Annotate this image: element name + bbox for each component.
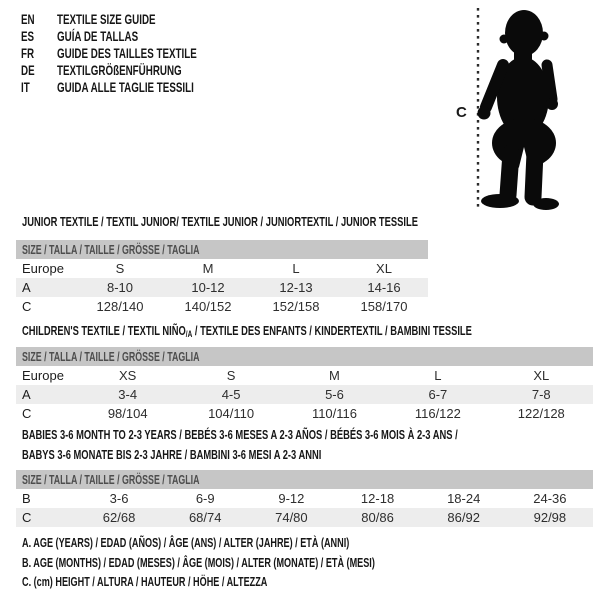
table-cell: 110/116 (311, 406, 357, 421)
table-cell: XS (119, 368, 137, 383)
table-cell: 3-4 (118, 387, 138, 402)
row-label: A (22, 387, 31, 402)
table-cell: S (226, 368, 236, 383)
table-header-bar (16, 240, 428, 259)
language-code: EN (21, 11, 35, 27)
table-cell: 18-24 (447, 491, 481, 506)
size-table (16, 470, 593, 527)
table-cell: 5-6 (325, 387, 344, 402)
language-row (21, 45, 257, 62)
table-header-label: SIZE / TALLA / TAILLE / GRÖSSE / TAGLIA (22, 472, 200, 487)
row-label: Europe (22, 368, 64, 383)
language-row (21, 62, 257, 79)
table-cell: 86/92 (447, 510, 480, 525)
table-cell: 80/86 (361, 510, 394, 525)
section-title-line: JUNIOR TEXTILE / TEXTIL JUNIOR/ TEXTILE JUNIOR / JUNIORTEXTIL / JUNIOR TESSILE (22, 214, 418, 229)
table-cell: L (434, 368, 442, 383)
table-cell: 7-8 (531, 387, 551, 402)
language-row (21, 28, 257, 45)
table-header-row (16, 240, 428, 259)
table-row (16, 297, 428, 316)
height-measure-label: C (456, 104, 467, 121)
table-row (16, 259, 428, 278)
row-label: Europe (22, 261, 64, 276)
table-row (16, 404, 593, 423)
table-cell: M (329, 368, 340, 383)
table-cell: 104/110 (208, 406, 255, 421)
table-cell: 9-12 (278, 491, 305, 506)
size-table (16, 240, 428, 316)
table-cell: 122/128 (517, 406, 565, 421)
section-title (16, 324, 593, 344)
table-cell: 3-6 (109, 491, 129, 506)
table-cell: L (292, 261, 300, 276)
table-cell: 62/68 (102, 510, 136, 525)
table-row (16, 489, 593, 508)
table-cell: 116/122 (414, 406, 461, 421)
table-header-row (16, 347, 593, 366)
table-cell: 6-7 (428, 387, 448, 402)
language-code: ES (21, 28, 35, 44)
table-cell: S (115, 261, 125, 276)
table-cell: XL (533, 368, 550, 383)
language-title: TEXTILE SIZE GUIDE (57, 11, 156, 27)
language-code: FR (21, 45, 35, 61)
section-title-line: BABIES 3-6 MONTH TO 2-3 YEARS / BEBÉS 3-6 MESES A 2-3 AÑOS / BÉBÉS 3-6 MOIS À 2-3 ANS / (22, 427, 458, 442)
row-label: B (22, 491, 31, 506)
table-cell: 74/80 (275, 510, 308, 525)
language-code: IT (21, 79, 30, 95)
table-cell: XL (376, 261, 392, 276)
table-cell: M (202, 261, 214, 276)
table-cell: 6-9 (195, 491, 215, 506)
language-code: DE (21, 62, 35, 78)
row-label: C (22, 406, 32, 421)
table-header-label: SIZE / TALLA / TAILLE / GRÖSSE / TAGLIA (22, 349, 200, 364)
table-row (16, 508, 593, 527)
size-table-section (16, 214, 428, 314)
table-header-row (16, 470, 593, 489)
table-cell: 12-18 (360, 491, 395, 506)
table-cell: 98/104 (107, 406, 148, 421)
section-title-line: BABYS 3-6 MONATE BIS 2-3 JAHRE / BAMBINI 3-6 MESI A 2-3 ANNI (22, 447, 322, 462)
language-title-list (21, 11, 257, 96)
table-header-label: SIZE / TALLA / TAILLE / GRÖSSE / TAGLIA (22, 242, 200, 257)
table-header-bar (16, 470, 593, 489)
language-row (21, 79, 257, 96)
table-cell: 158/170 (360, 299, 408, 314)
footnote-line: C. (cm) HEIGHT / ALTURA / HAUTEUR / HÖHE / ALTEZZA (22, 574, 268, 589)
table-cell: 128/140 (96, 299, 144, 314)
size-table (16, 347, 593, 423)
table-row (16, 366, 593, 385)
baby-silhouette-icon (472, 5, 592, 215)
table-cell: 14-16 (367, 280, 401, 295)
table-cell: 12-13 (279, 280, 313, 295)
language-row (21, 11, 257, 28)
table-cell: 68/74 (188, 510, 222, 525)
table-row (16, 385, 593, 404)
language-title: GUIDA ALLE TAGLIE TESSILI (57, 79, 194, 95)
footnote-legend (22, 533, 526, 592)
table-cell: 92/98 (533, 510, 567, 525)
section-title (16, 215, 428, 235)
table-header-bar (16, 347, 593, 366)
table-cell: 8-10 (106, 280, 134, 295)
table-cell: 10-12 (191, 280, 225, 295)
footnote-line: B. AGE (MONTHS) / EDAD (MESES) / ÂGE (MOIS) / ALTER (MONATE) / ETÀ (MESI) (22, 554, 375, 570)
language-title: GUÍA DE TALLAS (57, 28, 139, 44)
section-title-line: CHILDREN'S TEXTILE / TEXTIL $NIÑO_{/A}$ / TEXTILE DES ENFANTS / KINDERTEXTIL / BAMBINI TESSILE (22, 323, 472, 339)
section-title (16, 428, 593, 468)
row-label: C (22, 510, 32, 525)
language-title: GUIDE DES TAILLES TEXTILE (57, 45, 197, 61)
table-row (16, 278, 428, 297)
table-cell: 140/152 (184, 299, 232, 314)
language-title: TEXTILGRÖßENFÜHRUNG (57, 62, 182, 78)
size-table-section (16, 427, 593, 525)
table-cell: 152/158 (272, 299, 320, 314)
table-cell: 4-5 (221, 387, 241, 402)
size-table-section (16, 323, 593, 421)
table-cell: 24-36 (533, 491, 567, 506)
footnote-line: A. AGE (YEARS) / EDAD (AÑOS) / ÂGE (ANS) / ALTER (JAHRE) / ETÀ (ANNI) (22, 535, 350, 550)
row-label: C (22, 299, 32, 314)
row-label: A (22, 280, 31, 295)
